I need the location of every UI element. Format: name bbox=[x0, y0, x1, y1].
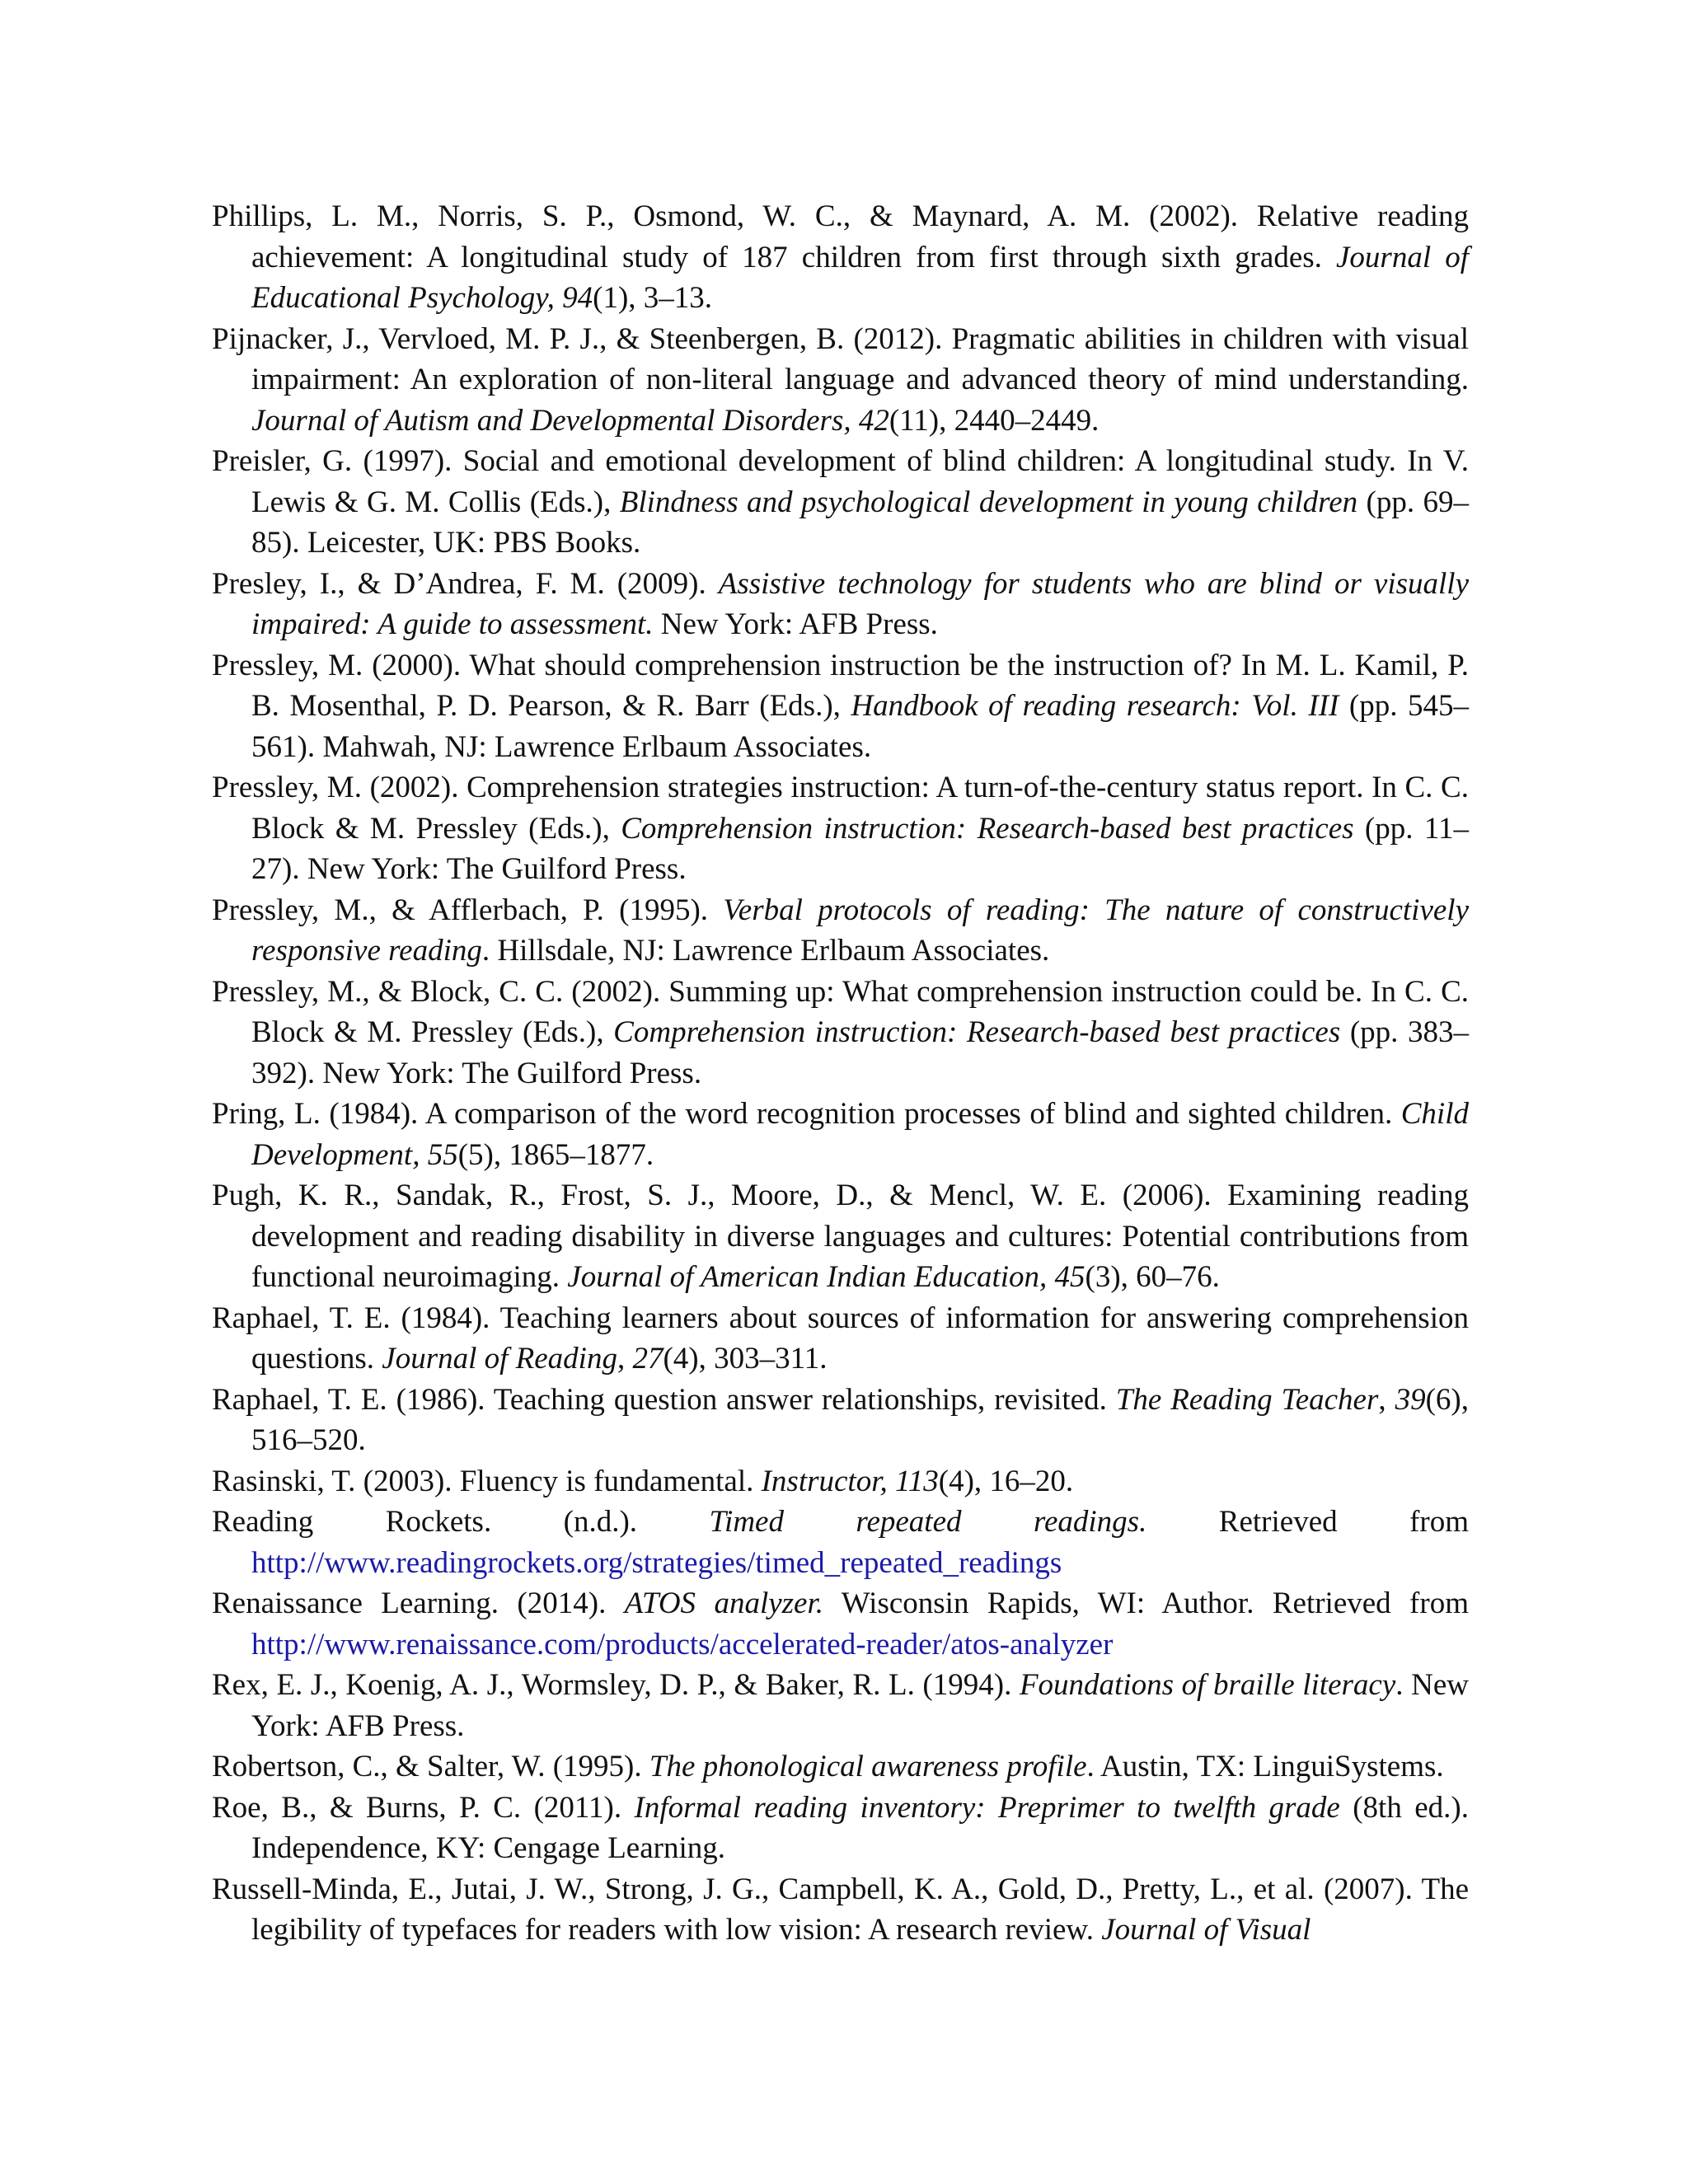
reference-text: (4), 16–20. bbox=[938, 1464, 1074, 1498]
reference-entry bbox=[212, 890, 1469, 972]
reference-entry bbox=[212, 1380, 1469, 1461]
reference-text: (pp. 383–392). New York: The Guilford Press. bbox=[251, 1015, 1469, 1090]
reference-text: Retrieved from bbox=[1146, 1505, 1469, 1539]
reference-text: (pp. 69–85). Leicester, UK: PBS Books. bbox=[251, 485, 1469, 560]
reference-text: (8th ed.). Independence, KY: Cengage Learning. bbox=[251, 1790, 1469, 1865]
reference-text: Raphael, T. E. (1984). Teaching learners about sources of information for answering comprehension questions. bbox=[212, 1301, 1469, 1376]
reference-text: Roe, B., & Burns, P. C. (2011). bbox=[212, 1790, 635, 1825]
reference-text: Pressley, M., & Afflerbach, P. (1995). bbox=[212, 893, 724, 927]
reference-text: Phillips, L. M., Norris, S. P., Osmond, W. C., & Maynard, A. M. (2002). Relative reading achievement: A longitudinal study of 187 children from first through sixth grades. bbox=[212, 199, 1469, 274]
journal-title: Journal of Visual bbox=[1101, 1913, 1311, 1947]
reference-entry bbox=[212, 196, 1469, 319]
reference-entry bbox=[212, 1502, 1469, 1583]
reference-text: Rasinski, T. (2003). Fluency is fundamental. bbox=[212, 1464, 762, 1498]
journal-title: Journal of Educational Psychology, 94 bbox=[251, 240, 1469, 315]
reference-text: , bbox=[1378, 1382, 1395, 1417]
journal-title: Child Development, 55 bbox=[251, 1097, 1469, 1172]
reference-text: Raphael, T. E. (1986). Teaching question answer relationships, revisited. bbox=[212, 1382, 1116, 1417]
reference-entry bbox=[212, 441, 1469, 564]
reference-text: Wisconsin Rapids, WI: Author. Retrieved from bbox=[823, 1586, 1469, 1620]
reference-entry bbox=[212, 1094, 1469, 1175]
journal-title: Instructor, 113 bbox=[761, 1464, 939, 1498]
reference-entry bbox=[212, 767, 1469, 890]
reference-entry bbox=[212, 1175, 1469, 1298]
reference-entry bbox=[212, 972, 1469, 1094]
book-title: Foundations of braille literacy bbox=[1019, 1668, 1396, 1702]
reference-text: Pressley, M. (2002). Comprehension strategies instruction: A turn-of-the-century status report. In C. C. Block & M. Pressley (Eds.), bbox=[212, 771, 1469, 846]
reference-text: Reading Rockets. (n.d.). bbox=[212, 1505, 710, 1539]
book-title: Blindness and psychological development in young children bbox=[619, 485, 1358, 519]
journal-title: Journal of Reading bbox=[382, 1342, 617, 1376]
reference-text: Presley, I., & D’Andrea, F. M. (2009). bbox=[212, 566, 719, 601]
reference-text: Russell-Minda, E., Jutai, J. W., Strong, J. G., Campbell, K. A., Gold, D., Pretty, L., et al. (2007). The legibility of typefaces for readers with low vision: A research review. bbox=[212, 1872, 1469, 1947]
reference-text: Pring, L. (1984). A comparison of the word recognition processes of blind and sighted children. bbox=[212, 1097, 1401, 1131]
reference-entry bbox=[212, 1869, 1469, 1951]
reference-text: (3), 60–76. bbox=[1085, 1260, 1220, 1294]
reference-text: New York: AFB Press. bbox=[653, 607, 938, 641]
book-title: Comprehension instruction: Research-based best practices bbox=[613, 1015, 1341, 1049]
reference-entry bbox=[212, 564, 1469, 645]
reference-url-link[interactable]: http://www.readingrockets.org/strategies/timed_repeated_readings bbox=[251, 1545, 1062, 1580]
reference-entry bbox=[212, 1788, 1469, 1869]
reference-entry bbox=[212, 1298, 1469, 1380]
book-title: Assistive technology for students who are blind or visually impaired: A guide to assessment. bbox=[251, 566, 1469, 641]
reference-text: (11), 2440–2449. bbox=[889, 403, 1100, 438]
reference-text: . Hillsdale, NJ: Lawrence Erlbaum Associates. bbox=[481, 934, 1050, 968]
reference-entry bbox=[212, 645, 1469, 768]
reference-text: (pp. 11–27). New York: The Guilford Press. bbox=[251, 811, 1469, 886]
reference-text: Pugh, K. R., Sandak, R., Frost, S. J., Moore, D., & Mencl, W. E. (2006). Examining reading development and reading disability in diverse languages and cultures: Potential contributions from functional neuroimaging. bbox=[212, 1179, 1469, 1294]
book-title: The phonological awareness profile bbox=[649, 1750, 1087, 1783]
reference-text: Rex, E. J., Koenig, A. J., Wormsley, D. P., & Baker, R. L. (1994). bbox=[212, 1668, 1020, 1702]
reference-text: Pressley, M., & Block, C. C. (2002). Summing up: What comprehension instruction could be. In C. C. Block & M. Pressley (Eds.), bbox=[212, 974, 1469, 1049]
reference-text: (5), 1865–1877. bbox=[457, 1137, 654, 1172]
reference-list bbox=[212, 196, 1469, 1951]
reference-text: Pijnacker, J., Vervloed, M. P. J., & Steenbergen, B. (2012). Pragmatic abilities in children with visual impairment: An exploration of non-literal language and advanced theory of mind understanding. bbox=[212, 321, 1469, 396]
journal-title: Journal of Autism and Developmental Disorders, 42 bbox=[251, 403, 889, 438]
journal-title: Journal of American Indian Education, 45 bbox=[567, 1260, 1085, 1294]
reference-text: Pressley, M. (2000). What should comprehension instruction be the instruction of? In M. L. Kamil, P. B. Mosenthal, P. D. Pearson, & R. Barr (Eds.), bbox=[212, 648, 1469, 723]
reference-text: (4), 303–311. bbox=[663, 1342, 828, 1376]
reference-text: , bbox=[617, 1342, 633, 1376]
resource-title: Timed repeated readings. bbox=[709, 1505, 1147, 1539]
journal-title: The Reading Teacher bbox=[1115, 1382, 1379, 1417]
reference-url-link[interactable]: http://www.renaissance.com/products/accelerated-reader/atos-analyzer bbox=[251, 1627, 1114, 1661]
reference-entry bbox=[212, 1583, 1469, 1665]
reference-entry bbox=[212, 1746, 1469, 1788]
book-title: Handbook of reading research: Vol. III bbox=[851, 689, 1339, 723]
volume-number: 39 bbox=[1395, 1382, 1426, 1417]
reference-text: . Austin, TX: LinguiSystems. bbox=[1086, 1750, 1444, 1783]
volume-number: 27 bbox=[632, 1342, 663, 1376]
reference-entry bbox=[212, 1461, 1469, 1502]
reference-text: (pp. 545–561). Mahwah, NJ: Lawrence Erlbaum Associates. bbox=[251, 689, 1469, 764]
reference-text: (1), 3–13. bbox=[593, 281, 713, 315]
reference-entry bbox=[212, 319, 1469, 442]
reference-text: Preisler, G. (1997). Social and emotional development of blind children: A longitudinal study. In V. Lewis & G. M. Collis (Eds.), bbox=[212, 444, 1469, 519]
reference-entry bbox=[212, 1665, 1469, 1746]
reference-text: . New York: AFB Press. bbox=[251, 1668, 1469, 1743]
book-title: Comprehension instruction: Research-based best practices bbox=[621, 811, 1354, 846]
reference-text: Renaissance Learning. (2014). bbox=[212, 1586, 625, 1620]
book-title: Informal reading inventory: Preprimer to twelfth grade bbox=[634, 1790, 1340, 1825]
book-title: Verbal protocols of reading: The nature of constructively responsive reading bbox=[251, 893, 1469, 968]
resource-title: ATOS analyzer. bbox=[624, 1586, 824, 1620]
reference-text: Robertson, C., & Salter, W. (1995). bbox=[212, 1750, 649, 1783]
reference-text: (6), 516–520. bbox=[251, 1382, 1469, 1457]
